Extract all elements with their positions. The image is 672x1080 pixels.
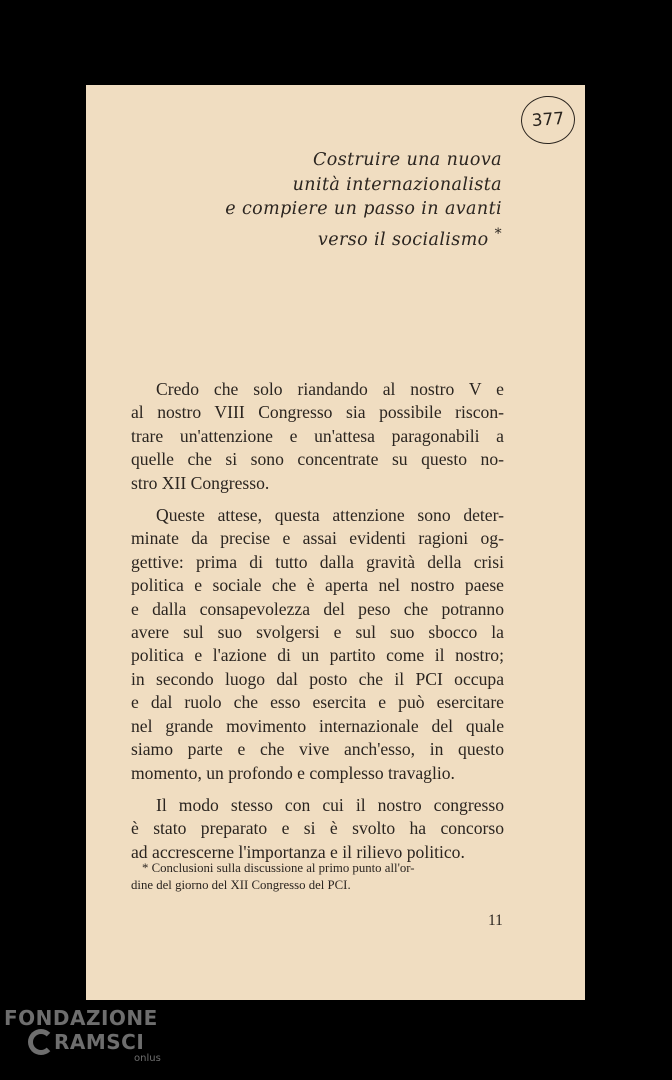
logo-g-icon: [28, 1029, 54, 1055]
text-line: in secondo luogo dal posto che il PCI occupa: [131, 668, 504, 689]
text-line: minate da precise e assai evidenti ragioni og-: [131, 528, 504, 549]
text-line: politica e sociale che è aperta nel nostro paese: [131, 575, 504, 596]
text-line: Queste attese, questa attenzione sono deter-: [156, 505, 504, 526]
logo-line-3: onlus: [134, 1053, 161, 1064]
footnote-line: dine del giorno del XII Congresso del PCI.: [131, 878, 351, 892]
text-line: siamo parte e che vive anch'esso, in questo: [131, 739, 504, 760]
text-line: quelle che si sono concentrate su questo no-: [131, 449, 504, 470]
text-line: stro XII Congresso.: [131, 472, 270, 493]
text-line: avere sul suo svolgersi e sul suo sbocco la: [131, 622, 504, 643]
footnote-mark: *: [494, 225, 502, 242]
text-line: e dal ruolo che esso esercita e può esercitare: [131, 692, 504, 713]
body-text: [131, 378, 504, 873]
paragraph-1: [131, 378, 504, 495]
logo-line-1: FONDAZIONE: [4, 1006, 158, 1030]
fondazione-gramsci-logo: [4, 1006, 174, 1076]
footnote: [131, 860, 504, 894]
text-line: al nostro VIII Congresso sia possibile riscon-: [131, 402, 504, 423]
title-line: Costruire una nuova: [313, 150, 502, 170]
text-line: Il modo stesso con cui il nostro congresso: [156, 794, 504, 815]
text-line: trare un'attenzione e un'attesa paragonabili a: [131, 425, 504, 446]
logo-line-2: RAMSCI: [54, 1030, 145, 1054]
paragraph-3: [131, 794, 504, 864]
title-line-text: verso il socialismo: [317, 229, 489, 250]
chapter-title: [225, 148, 502, 252]
title-line: unità internazionalista: [292, 174, 502, 195]
paragraph-2: [131, 504, 504, 785]
text-line: politica e l'azione di un partito come il nostro;: [131, 645, 504, 666]
title-line: [225, 222, 502, 252]
text-line: nel grande movimento internazionale del quale: [131, 715, 504, 736]
text-line: momento, un profondo e complesso travaglio.: [131, 762, 455, 783]
text-line: ad accrescerne l'importanza e il rilievo politico.: [131, 841, 465, 862]
text-line: e dalla consapevolezza del peso che potranno: [131, 598, 504, 619]
text-line: gettive: prima di tutto dalla gravità della crisi: [131, 551, 504, 572]
footnote-line: * Conclusioni sulla discussione al primo punto all'or-: [142, 861, 415, 875]
archive-stamp-number: 377: [531, 108, 565, 132]
text-line: Credo che solo riandando al nostro V e: [156, 379, 504, 399]
page-number: 11: [488, 912, 503, 929]
title-line: e compiere un passo in avanti: [225, 199, 502, 219]
text-line: è stato preparato e si è svolto ha concorso: [131, 818, 504, 839]
